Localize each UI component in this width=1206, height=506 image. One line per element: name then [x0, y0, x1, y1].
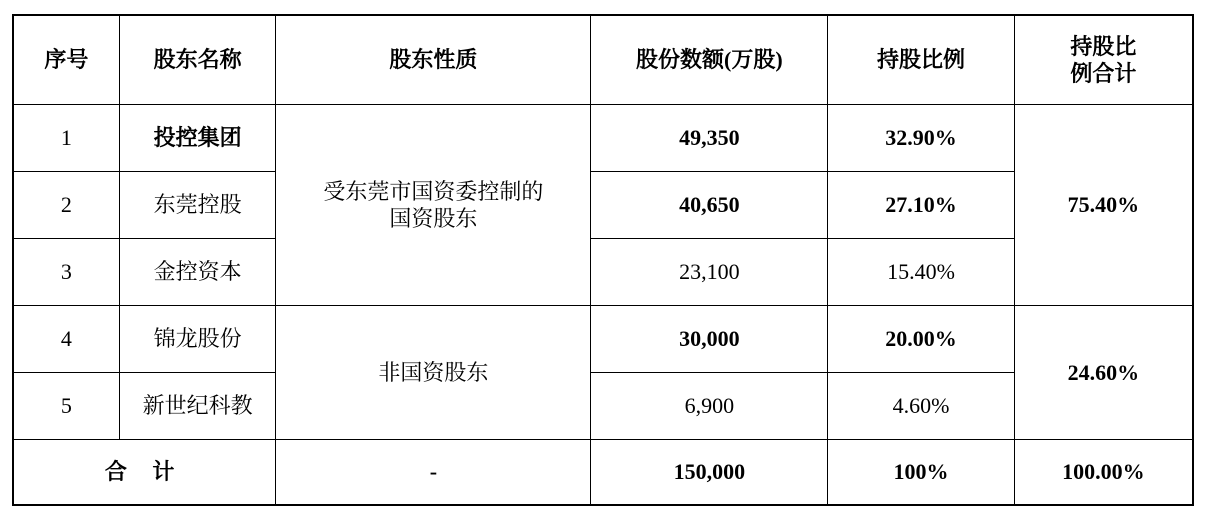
cell-sum-total: 100.00% — [1014, 440, 1193, 506]
cell-share-ratio: 15.40% — [828, 239, 1015, 306]
cell-no: 1 — [13, 105, 119, 172]
cell-no: 5 — [13, 373, 119, 440]
header-cell-ratio: 持股比例 — [828, 15, 1015, 105]
cell-share-ratio: 20.00% — [828, 306, 1015, 373]
cell-shareholder-name: 金控资本 — [119, 239, 276, 306]
cell-shareholder-name: 新世纪科教 — [119, 373, 276, 440]
header-cell-amount: 股份数额(万股) — [591, 15, 828, 105]
header-row — [13, 15, 1193, 105]
table-body — [13, 105, 1193, 506]
cell-no: 3 — [13, 239, 119, 306]
cell-share-amount: 23,100 — [591, 239, 828, 306]
cell-share-amount: 40,650 — [591, 172, 828, 239]
cell-shareholder-name: 投控集团 — [119, 105, 276, 172]
shareholder-structure-table — [12, 14, 1194, 506]
type-state-line2: 国资股东 — [389, 206, 478, 231]
cell-share-ratio: 4.60% — [828, 373, 1015, 440]
cell-share-ratio: 27.10% — [828, 172, 1015, 239]
header-total-line2: 例合计 — [1070, 61, 1137, 86]
cell-sum-ratio: 100% — [828, 440, 1015, 506]
header-total-line1: 持股比 — [1070, 33, 1137, 59]
cell-group-total-non-state: 24.60% — [1014, 306, 1193, 440]
header-cell-type: 股东性质 — [276, 15, 591, 105]
table-row — [13, 306, 1193, 373]
cell-sum-amount: 150,000 — [591, 440, 828, 506]
cell-sum-type: - — [276, 440, 591, 506]
cell-shareholder-type-state — [276, 105, 591, 306]
cell-shareholder-name: 锦龙股份 — [119, 306, 276, 373]
table-header — [13, 15, 1193, 105]
cell-no: 4 — [13, 306, 119, 373]
cell-sum-label: 合 计 — [13, 440, 276, 506]
header-cell-name: 股东名称 — [119, 15, 276, 105]
cell-shareholder-type-non-state: 非国资股东 — [276, 306, 591, 440]
cell-share-amount: 6,900 — [591, 373, 828, 440]
type-state-line1: 受东莞市国资委控制的 — [323, 178, 544, 204]
cell-share-amount: 30,000 — [591, 306, 828, 373]
cell-share-ratio: 32.90% — [828, 105, 1015, 172]
cell-shareholder-name: 东莞控股 — [119, 172, 276, 239]
header-cell-no: 序号 — [13, 15, 119, 105]
table-sum-row — [13, 440, 1193, 506]
cell-share-amount: 49,350 — [591, 105, 828, 172]
header-cell-total — [1014, 15, 1193, 105]
cell-group-total-state: 75.40% — [1014, 105, 1193, 306]
cell-no: 2 — [13, 172, 119, 239]
table-row — [13, 105, 1193, 172]
